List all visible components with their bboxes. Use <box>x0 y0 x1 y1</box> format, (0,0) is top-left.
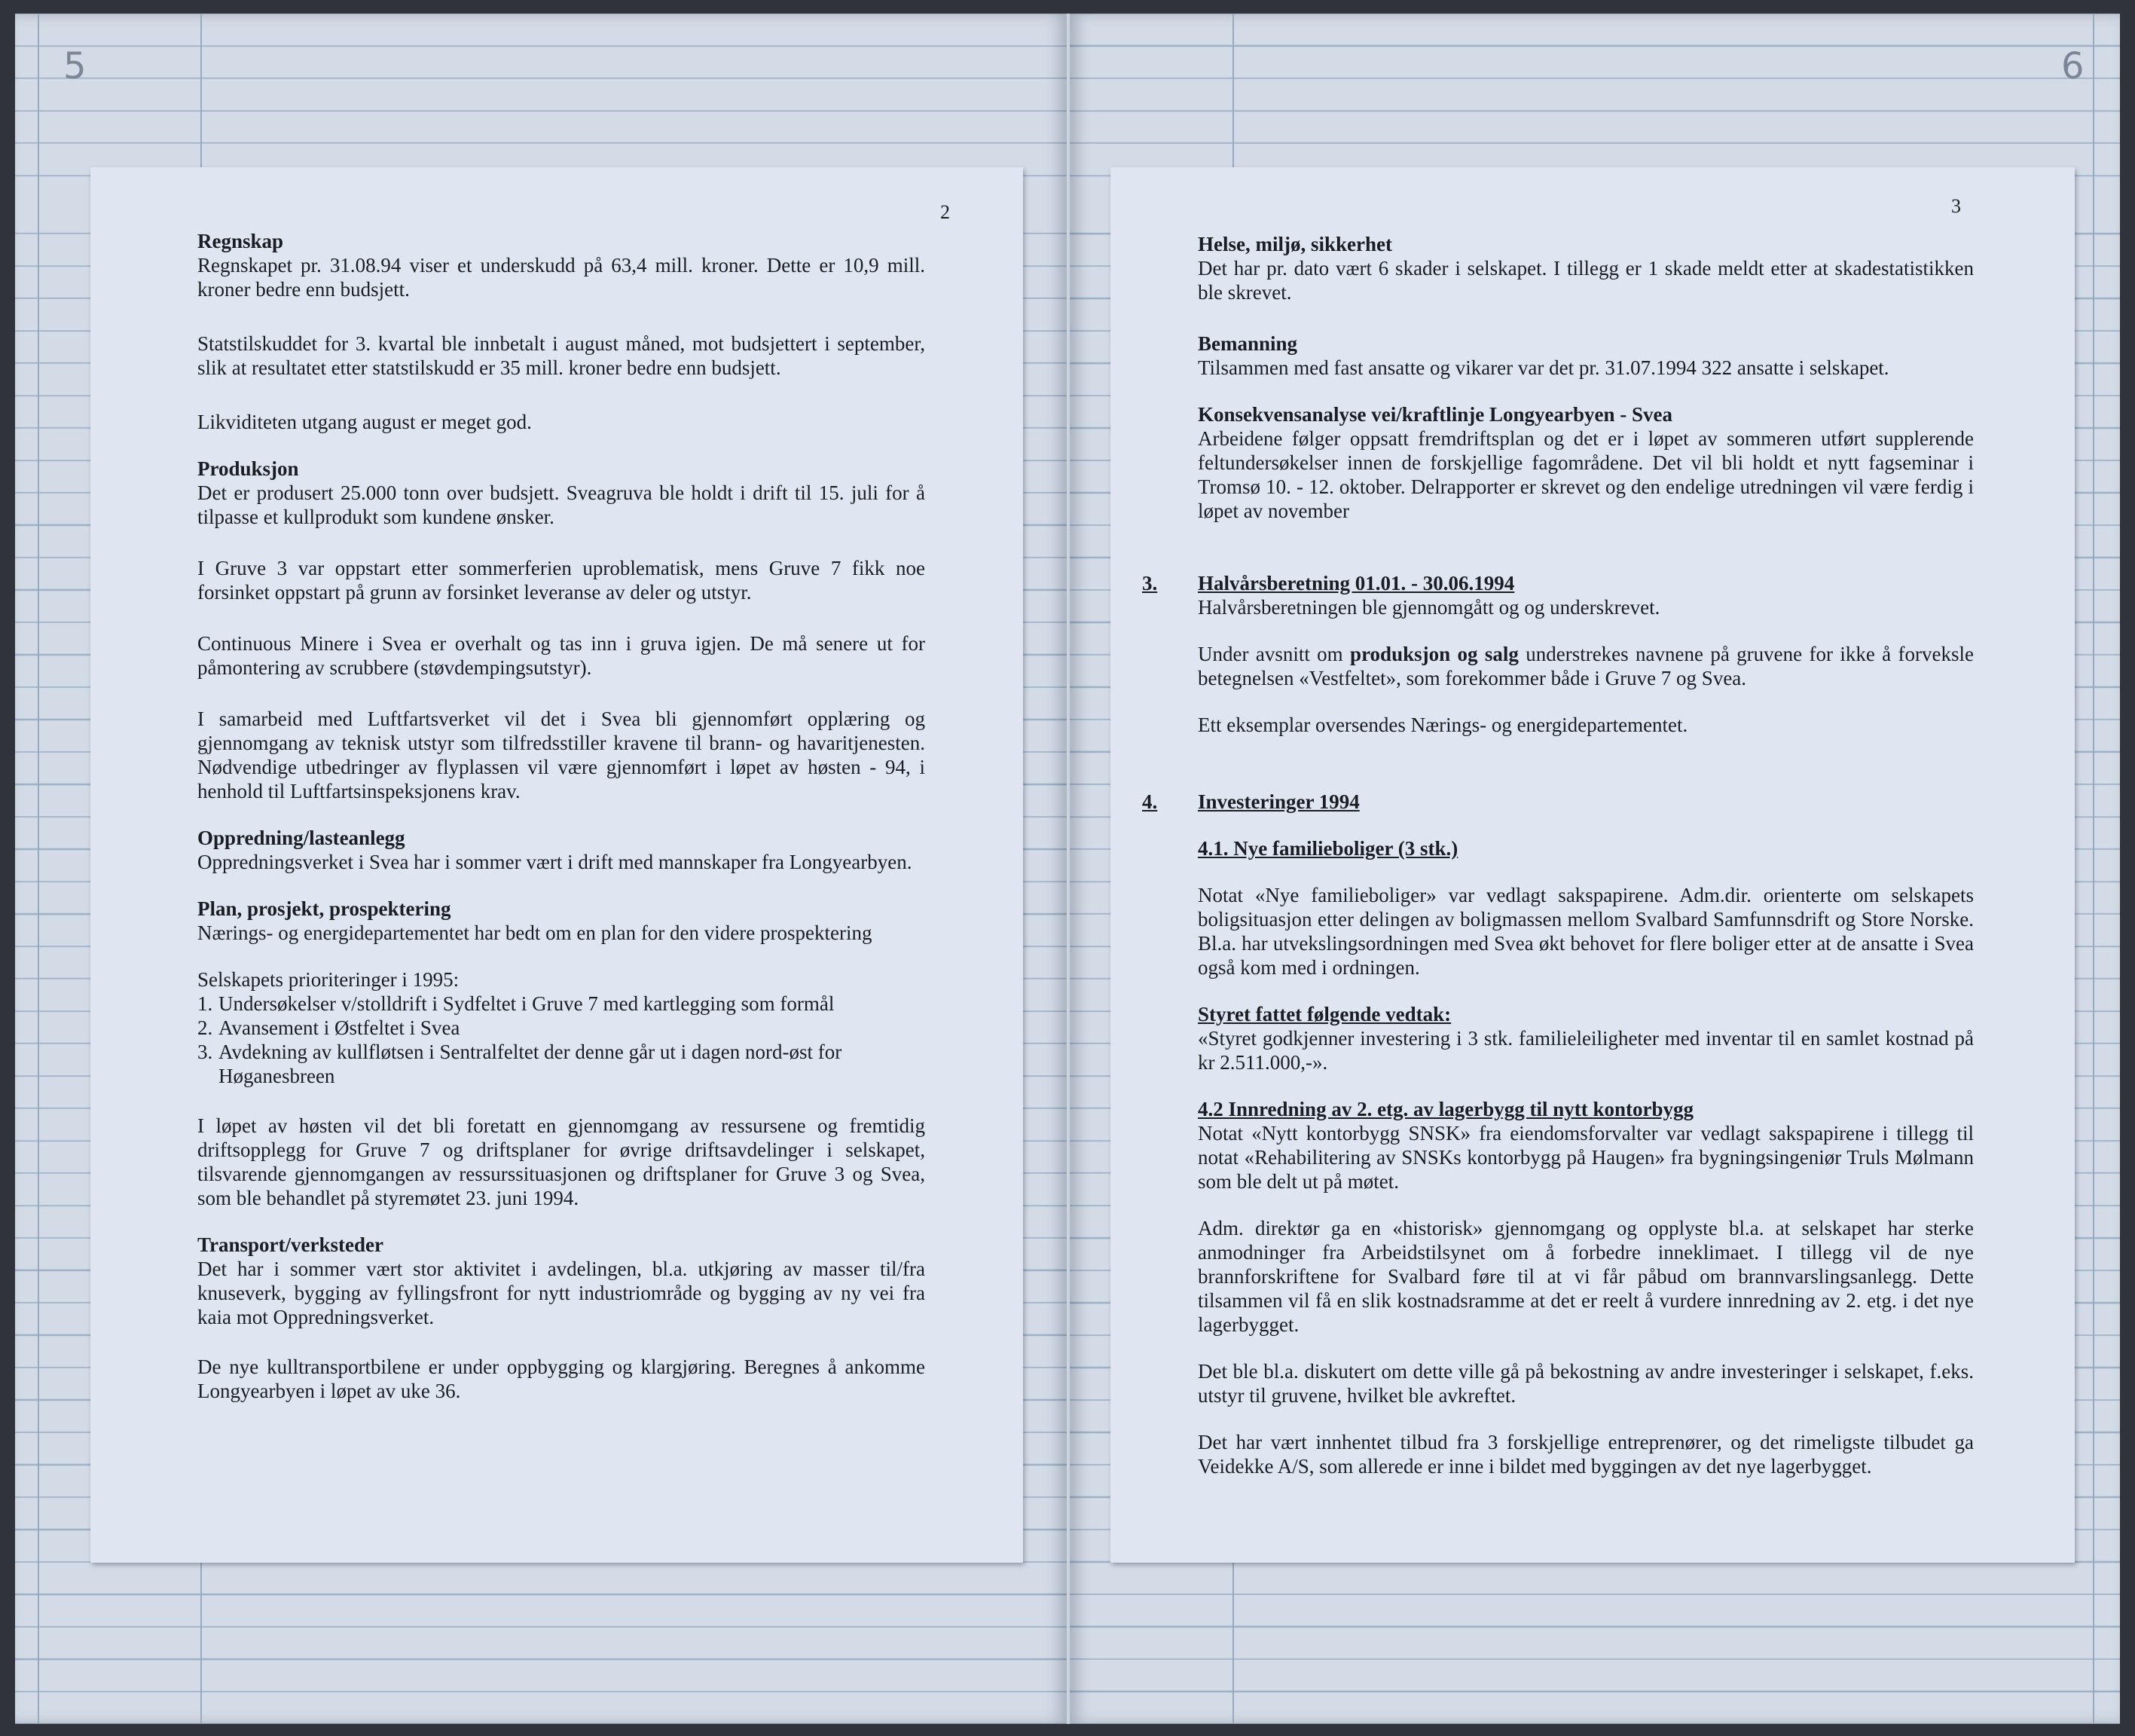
paragraph: Nærings- og energidepartementet har bedt om en plan for den videre prospektering <box>197 921 872 944</box>
paragraph: Tilsammen med fast ansatte og vikarer var det pr. 31.07.1994 322 ansatte i selskapet. <box>1198 356 1889 379</box>
paragraph: Statstilskuddet for 3. kvartal ble innbetalt i august måned, mot budsjettert i september, slik at resultatet etter statstilskudd er 35 mill. kroner bedre enn budsjett. <box>197 332 925 379</box>
list-text: Avdekning av kullfløtsen i Sentralfeltet der denne går ut i dagen nord-øst for Høganesbreen <box>218 1041 842 1087</box>
paragraph: Oppredningsverket i Svea har i sommer vært i drift med mannskaper fra Longyearbyen. <box>197 851 912 873</box>
right-sheet-content <box>1142 232 1974 1501</box>
section-heading: Konsekvensanalyse vei/kraftlinje Longyearbyen - Svea <box>1198 403 1673 426</box>
section-oppredning <box>197 826 925 874</box>
section-heading: Oppredning/lasteanlegg <box>197 827 405 849</box>
list-intro: Selskapets prioriteringer i 1995: <box>197 968 460 991</box>
paragraph: Likviditeten utgang august er meget god. <box>197 411 532 433</box>
paragraph: De nye kulltransportbilene er under oppbygging og klargjøring. Beregnes å ankomme Longyearbyen i løpet av uke 36. <box>197 1355 925 1402</box>
paragraph: Notat «Nytt kontorbygg SNSK» fra eiendomsforvalter var vedlagt sakspapirene i tillegg til notat «Rehabilitering av SNSKs kontorbygg på Haugen» fra bygningsingeniør Truls Mølmann som ble delt ut på møtet. <box>1198 1122 1974 1193</box>
item-title: Halvårsberetning 01.01. - 30.06.1994 <box>1198 572 1515 594</box>
paragraph: Halvårsberetningen ble gjennomgått og og underskrevet. <box>1198 596 1660 619</box>
paragraph: Det har i sommer vært stor aktivitet i avdelingen, bl.a. utkjøring av masser til/fra knuseverk, bygging av fyllingsfront for nytt industriområde og bygging av ny vei fra kaia mot Oppredningsverket. <box>197 1258 925 1328</box>
item-number: 4. <box>1142 790 1158 813</box>
subsection-title: 4.2 Innredning av 2. etg. av lagerbygg til nytt kontorbygg <box>1198 1098 1694 1120</box>
paragraph: I Gruve 3 var oppstart etter sommerferien uproblematisk, mens Gruve 7 fikk noe forsinket oppstart på grunn av forsinket leveranse av deler og utstyr. <box>197 557 925 604</box>
paragraph: I løpet av høsten vil det bli foretatt en gjennomgang av ressursene og fremtidig driftsopplegg for Gruve 7 og driftsplaner for øvrige driftsavdelinger i selskapet, tilsvarende gjennomgangen av ressurssituasjonen og driftsplaner for Gruve 3 og Svea, som ble behandlet på styremøtet 23. juni 1994. <box>197 1114 925 1209</box>
text-run: understrekes navnene på gruvene for ikke å forveksle betegnelsen «Vestfeltet», som forekommer både i Gruve 7 og Svea. <box>1198 643 1974 689</box>
item-number: 3. <box>1142 572 1158 594</box>
list-number: 3. <box>197 1041 213 1063</box>
section-heading: Transport/verksteder <box>197 1233 383 1256</box>
item-title: Investeringer 1994 <box>1198 790 1360 813</box>
section-konsekvensanalyse <box>1198 402 1974 523</box>
section-produksjon <box>197 457 925 803</box>
paragraph: Regnskapet pr. 31.08.94 viser et underskudd på 63,4 mill. kroner. Dette er 10,9 mill. kroner bedre enn budsjett. <box>197 254 925 301</box>
priority-list <box>197 992 925 1088</box>
paragraph-produksjon-og-salg <box>1198 642 1974 690</box>
paragraph: Det har vært innhentet tilbud fra 3 forskjellige entreprenører, og det rimeligste tilbudet ga Veidekke A/S, som allerede er inne i bildet med byggingen av det nye lagerbygget. <box>1198 1431 1974 1478</box>
sheet-page-number: 3 <box>1951 195 1961 217</box>
paragraph: Adm. direktør ga en «historisk» gjennomgang og opplyste bl.a. at selskapet har sterke anmodninger fra Arbeidstilsynet om å forbedre inneklimaet. I tillegg vil de nye brannforskriftene for Svalbard føre til at vi får påbud om brannvarslingsanlegg. Dette tilsammen vil få en slik kostnadsramme at det er reelt å vurdere innredning av 2. etg. i det nye lagerbygget. <box>1198 1217 1974 1336</box>
ledger-margin-line <box>2093 14 2094 1724</box>
section-heading: Plan, prosjekt, prospektering <box>197 897 451 920</box>
item-heading <box>1142 571 1974 595</box>
section-heading: Regnskap <box>197 230 284 252</box>
section-regnskap <box>197 229 925 434</box>
item-heading <box>1142 790 1974 814</box>
section-heading: Helse, miljø, sikkerhet <box>1198 233 1392 255</box>
open-ledger-book <box>15 14 2120 1724</box>
section-bemanning <box>1198 332 1974 380</box>
left-sheet-content <box>197 229 925 1426</box>
paragraph: Continuous Minere i Svea er overhalt og tas inn i gruva igjen. De må senere ut for påmontering av scrubbere (støvdempingsutstyr). <box>197 632 925 679</box>
section-transport <box>197 1233 925 1403</box>
paragraph: Arbeidene følger oppsatt fremdriftsplan og det er i løpet av sommeren utført supplerende feltundersøkelser innen de forskjellige fagområdene. Det vil bli holdt et nytt fagseminar i Tromsø 10. - 12. oktober. Delrapporter er skrevet og den endelige utredningen vil være ferdig i løpet av november <box>1198 427 1974 522</box>
paragraph: Notat «Nye familieboliger» var vedlagt sakspapirene. Adm.dir. orienterte om selskapets boligsituasjon etter delingen av boligmassen mellom Svalbard Samfunnsdrift og Store Norske. Bl.a. har utvekslingsordningen med Svea økt behovet for flere boliger etter at de ansatte i Svea også kom med i ordningen. <box>1198 884 1974 979</box>
section-heading: Produksjon <box>197 457 299 480</box>
paragraph: Det er produsert 25.000 tonn over budsjett. Sveagruva ble holdt i drift til 15. juli for å tilpasse et kullprodukt som kundene ønsker. <box>197 481 925 528</box>
subsection-title: 4.1. Nye familieboliger (3 stk.) <box>1198 837 1458 860</box>
list-item <box>197 992 925 1016</box>
text-run: Under avsnitt om <box>1198 643 1351 665</box>
ledger-page-number-left: 5 <box>63 45 87 87</box>
list-number: 2. <box>197 1016 213 1039</box>
list-item <box>197 1016 925 1040</box>
list-text: Undersøkelser v/stolldrift i Sydfeltet i Gruve 7 med kartlegging som formål <box>218 992 835 1015</box>
section-hms <box>1198 232 1974 304</box>
vedtak-title: Styret fattet følgende vedtak: <box>1198 1003 1452 1025</box>
ledger-margin-line <box>38 14 39 1724</box>
vedtak-text: «Styret godkjenner investering i 3 stk. familieleiligheter med inventar til en samlet kostnad på kr 2.511.000,-». <box>1198 1027 1974 1074</box>
paragraph: Det ble bl.a. diskutert om dette ville gå på bekostning av andre investeringer i selskapet, f.eks. utstyr til gruvene, hvilket ble avkreftet. <box>1198 1360 1974 1407</box>
bold-run: produksjon og salg <box>1350 643 1519 665</box>
item-4-investeringer <box>1142 790 1974 1478</box>
section-heading: Bemanning <box>1198 332 1298 355</box>
left-pasted-sheet <box>90 167 1023 1563</box>
right-pasted-sheet <box>1110 167 2075 1563</box>
paragraph: Det har pr. dato vært 6 skader i selskapet. I tillegg er 1 skade meldt etter at skadestatistikken ble skrevet. <box>1198 257 1974 304</box>
list-number: 1. <box>197 992 213 1015</box>
paragraph: Ett eksemplar oversendes Nærings- og energidepartementet. <box>1198 714 1688 736</box>
list-text: Avansement i Østfeltet i Svea <box>218 1016 460 1039</box>
list-item <box>197 1040 925 1088</box>
section-plan-prosjekt <box>197 897 925 1210</box>
sheet-page-number: 2 <box>940 201 950 223</box>
item-3-halvarsberetning <box>1142 571 1974 737</box>
paragraph: I samarbeid med Luftfartsverket vil det i Svea bli gjennomført opplæring og gjennomgang av teknisk utstyr som tilfredsstiller kravene til brann- og havaritjenesten. Nødvendige utbedringer av flyplassen vil være gjennomført i løpet av høsten - 94, i henhold til Luftfartsinspeksjonens krav. <box>197 708 925 802</box>
ledger-page-number-right: 6 <box>2061 45 2085 87</box>
